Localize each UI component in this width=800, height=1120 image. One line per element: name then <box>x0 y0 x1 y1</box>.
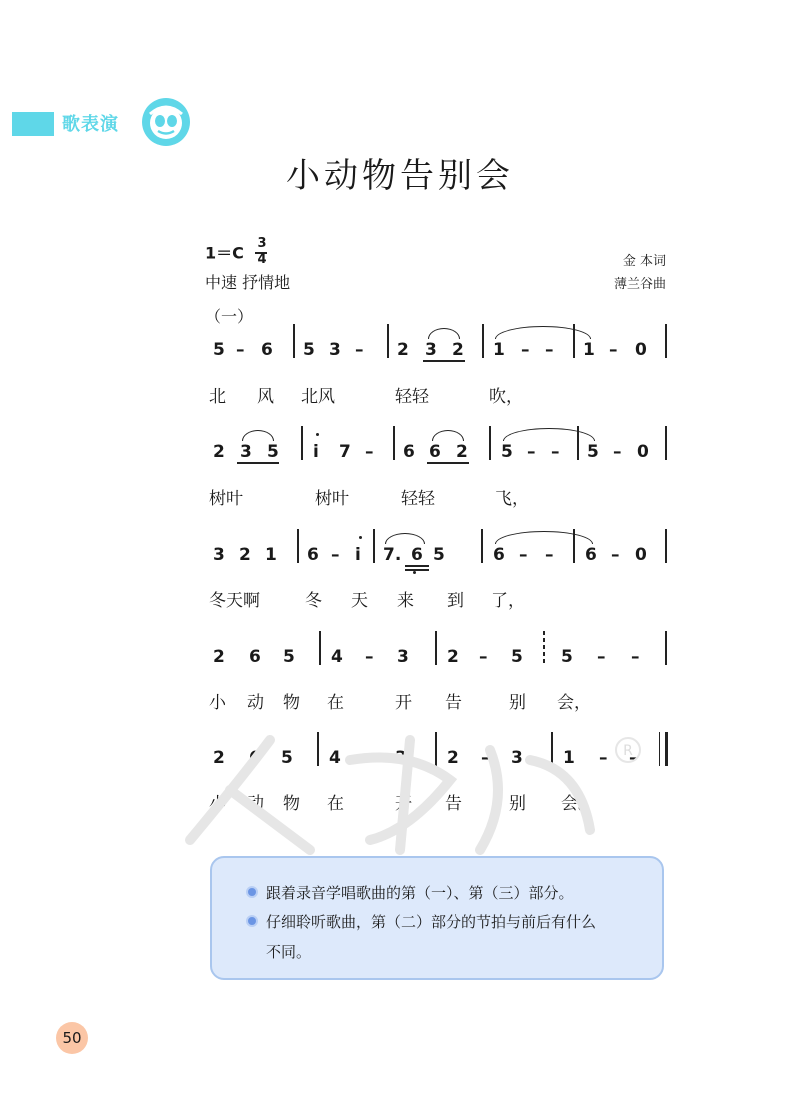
score-line-2 <box>205 440 675 480</box>
lyrics-line-2 <box>205 484 675 508</box>
note: 3 <box>511 748 523 768</box>
barline <box>665 426 667 460</box>
note: – <box>551 442 560 462</box>
tie <box>495 326 591 339</box>
note: 5 <box>433 545 445 565</box>
lyric: 小 <box>209 693 226 713</box>
barline <box>319 631 321 665</box>
lyric: 告 <box>445 693 462 713</box>
barline-dashed <box>543 631 545 665</box>
note: 2 <box>213 442 225 462</box>
task-2-continued: 不同。 <box>266 943 312 961</box>
note: 2 <box>452 340 464 360</box>
note: – <box>479 647 488 667</box>
note: 5 <box>283 647 295 667</box>
note: – <box>613 442 622 462</box>
note: 3 <box>213 545 225 565</box>
song-title: 小动物告别会 <box>286 156 514 196</box>
lyric: 树叶 <box>209 489 243 509</box>
score-line-4 <box>205 645 675 685</box>
note: 0 <box>637 442 649 462</box>
learning-task-box <box>210 856 664 980</box>
barline <box>551 732 553 766</box>
note: 2 <box>447 647 459 667</box>
barline <box>387 324 389 358</box>
eighth-underline <box>423 360 465 362</box>
note: 1 <box>583 340 595 360</box>
page-number: 50 <box>56 1022 88 1054</box>
high-octave-dot <box>316 433 319 436</box>
barline <box>293 324 295 358</box>
note: 2 <box>397 340 409 360</box>
composer-credit: 薄兰谷曲 <box>613 277 666 292</box>
score-line-3 <box>205 543 675 583</box>
note: – <box>481 748 490 768</box>
lyric: 在 <box>327 693 344 713</box>
note: – <box>236 340 245 360</box>
lyric: 别 <box>509 693 526 713</box>
barline <box>317 732 319 766</box>
eighth-underline <box>237 462 279 464</box>
barline <box>393 426 395 460</box>
note: 5 <box>281 748 293 768</box>
lyric: 到 <box>447 591 464 611</box>
note: i <box>355 545 361 565</box>
tempo-marking: 中速 抒情地 <box>205 273 291 292</box>
eighth-underline <box>427 462 469 464</box>
low-octave-dot <box>413 571 416 574</box>
note: 5 <box>561 647 573 667</box>
score-line-5 <box>205 746 675 786</box>
note: 4 <box>329 748 341 768</box>
note: 5 <box>213 340 225 360</box>
note: 6 <box>429 442 441 462</box>
note: – <box>545 340 554 360</box>
barline <box>435 631 437 665</box>
note: 6 <box>261 340 273 360</box>
note: 5 <box>267 442 279 462</box>
lyrics-line-3 <box>205 586 675 610</box>
note: – <box>527 442 536 462</box>
note: 3 <box>425 340 437 360</box>
section-tag-bar <box>12 112 54 136</box>
lyric: 会， <box>557 693 591 713</box>
lyric: 开 <box>395 693 412 713</box>
note: – <box>609 340 618 360</box>
note: 6 <box>249 647 261 667</box>
note: 2 <box>213 647 225 667</box>
note: 5 <box>587 442 599 462</box>
note: 6 <box>411 545 423 565</box>
section-label: 歌表演 <box>62 114 119 135</box>
tie <box>495 531 593 544</box>
note: 4 <box>331 647 343 667</box>
key-signature: 1＝C $\frac{3}{4}$ <box>205 240 269 268</box>
note: 1 <box>563 748 575 768</box>
slur <box>242 430 274 441</box>
high-octave-dot <box>359 536 362 539</box>
note: 2 <box>456 442 468 462</box>
performance-mask-icon <box>140 96 192 148</box>
lyric: 冬 <box>305 591 322 611</box>
note: 5 <box>511 647 523 667</box>
lyric: 北风 <box>301 387 335 407</box>
note: 6 <box>307 545 319 565</box>
note: – <box>631 647 640 667</box>
lyrics-line-4 <box>205 688 675 712</box>
lyric: 开 <box>395 794 412 814</box>
barline <box>482 324 484 358</box>
barline <box>297 529 299 563</box>
barline <box>489 426 491 460</box>
sixteenth-underline <box>405 569 429 571</box>
time-signature: $\frac{3}{4}$ <box>257 236 267 267</box>
barline <box>481 529 483 563</box>
lyric: 了， <box>491 591 525 611</box>
final-barline-thick <box>665 732 668 766</box>
lyric: 冬天啊 <box>209 591 260 611</box>
task-2: 仔细聆听歌曲，第（二）部分的节拍与前后有什么 <box>266 913 597 931</box>
note: 2 <box>447 748 459 768</box>
note: 6 <box>585 545 597 565</box>
note: – <box>629 748 638 768</box>
lyric: 动 <box>247 794 264 814</box>
eighth-underline <box>405 565 429 567</box>
note: 3 <box>329 340 341 360</box>
bullet-icon <box>246 886 258 898</box>
lyric: 物 <box>283 693 300 713</box>
lyricist-credit: 金 本词 <box>622 254 666 269</box>
part-label: （一） <box>205 307 254 326</box>
lyric: 别 <box>509 794 526 814</box>
task-1: 跟着录音学唱歌曲的第（一）、第（三）部分。 <box>266 884 574 902</box>
note: – <box>521 340 530 360</box>
lyric: 物 <box>283 794 300 814</box>
note: 0 <box>635 340 647 360</box>
slur <box>385 533 425 544</box>
note: – <box>355 340 364 360</box>
barline <box>301 426 303 460</box>
note: – <box>519 545 528 565</box>
lyric: 告 <box>445 794 462 814</box>
barline <box>665 324 667 358</box>
note: 6 <box>249 748 261 768</box>
note: – <box>611 545 620 565</box>
note: 7 <box>339 442 351 462</box>
slur <box>432 430 464 441</box>
lyric: 树叶 <box>315 489 349 509</box>
note: – <box>597 647 606 667</box>
note: – <box>365 647 374 667</box>
tie <box>503 428 595 441</box>
lyric: 动 <box>247 693 264 713</box>
lyric: 轻轻 <box>395 387 429 407</box>
note: 1 <box>265 545 277 565</box>
barline <box>373 529 375 563</box>
note: – <box>545 545 554 565</box>
note: 5 <box>501 442 513 462</box>
note: 5 <box>303 340 315 360</box>
lyric: 在 <box>327 794 344 814</box>
slur <box>428 328 460 339</box>
note: i <box>313 442 319 462</box>
note: 6 <box>403 442 415 462</box>
lyric: 会。 <box>561 794 595 814</box>
note: 3 <box>240 442 252 462</box>
note: – <box>365 748 374 768</box>
note: – <box>365 442 374 462</box>
lyric: 风 <box>257 387 274 407</box>
note: 1 <box>493 340 505 360</box>
barline <box>665 631 667 665</box>
bullet-icon <box>246 915 258 927</box>
lyric: 小 <box>209 794 226 814</box>
lyric: 轻轻 <box>401 489 435 509</box>
lyrics-line-1 <box>205 382 675 406</box>
note: – <box>599 748 608 768</box>
score-line-1 <box>205 338 675 378</box>
barline <box>435 732 437 766</box>
lyrics-line-5 <box>205 789 675 813</box>
lyric: 来 <box>397 591 414 611</box>
note: 6 <box>493 545 505 565</box>
final-barline-thin <box>659 732 660 766</box>
lyric: 北 <box>209 387 226 407</box>
note: 2 <box>213 748 225 768</box>
barline <box>665 529 667 563</box>
svg-text:R: R <box>623 743 633 759</box>
note: 0 <box>635 545 647 565</box>
note: – <box>331 545 340 565</box>
note: 3 <box>397 647 409 667</box>
note: 2 <box>239 545 251 565</box>
lyric: 吹， <box>489 387 523 407</box>
lyric: 天 <box>351 591 368 611</box>
note: 3 <box>395 748 407 768</box>
note: 7. <box>383 545 402 565</box>
lyric: 飞， <box>495 489 529 509</box>
